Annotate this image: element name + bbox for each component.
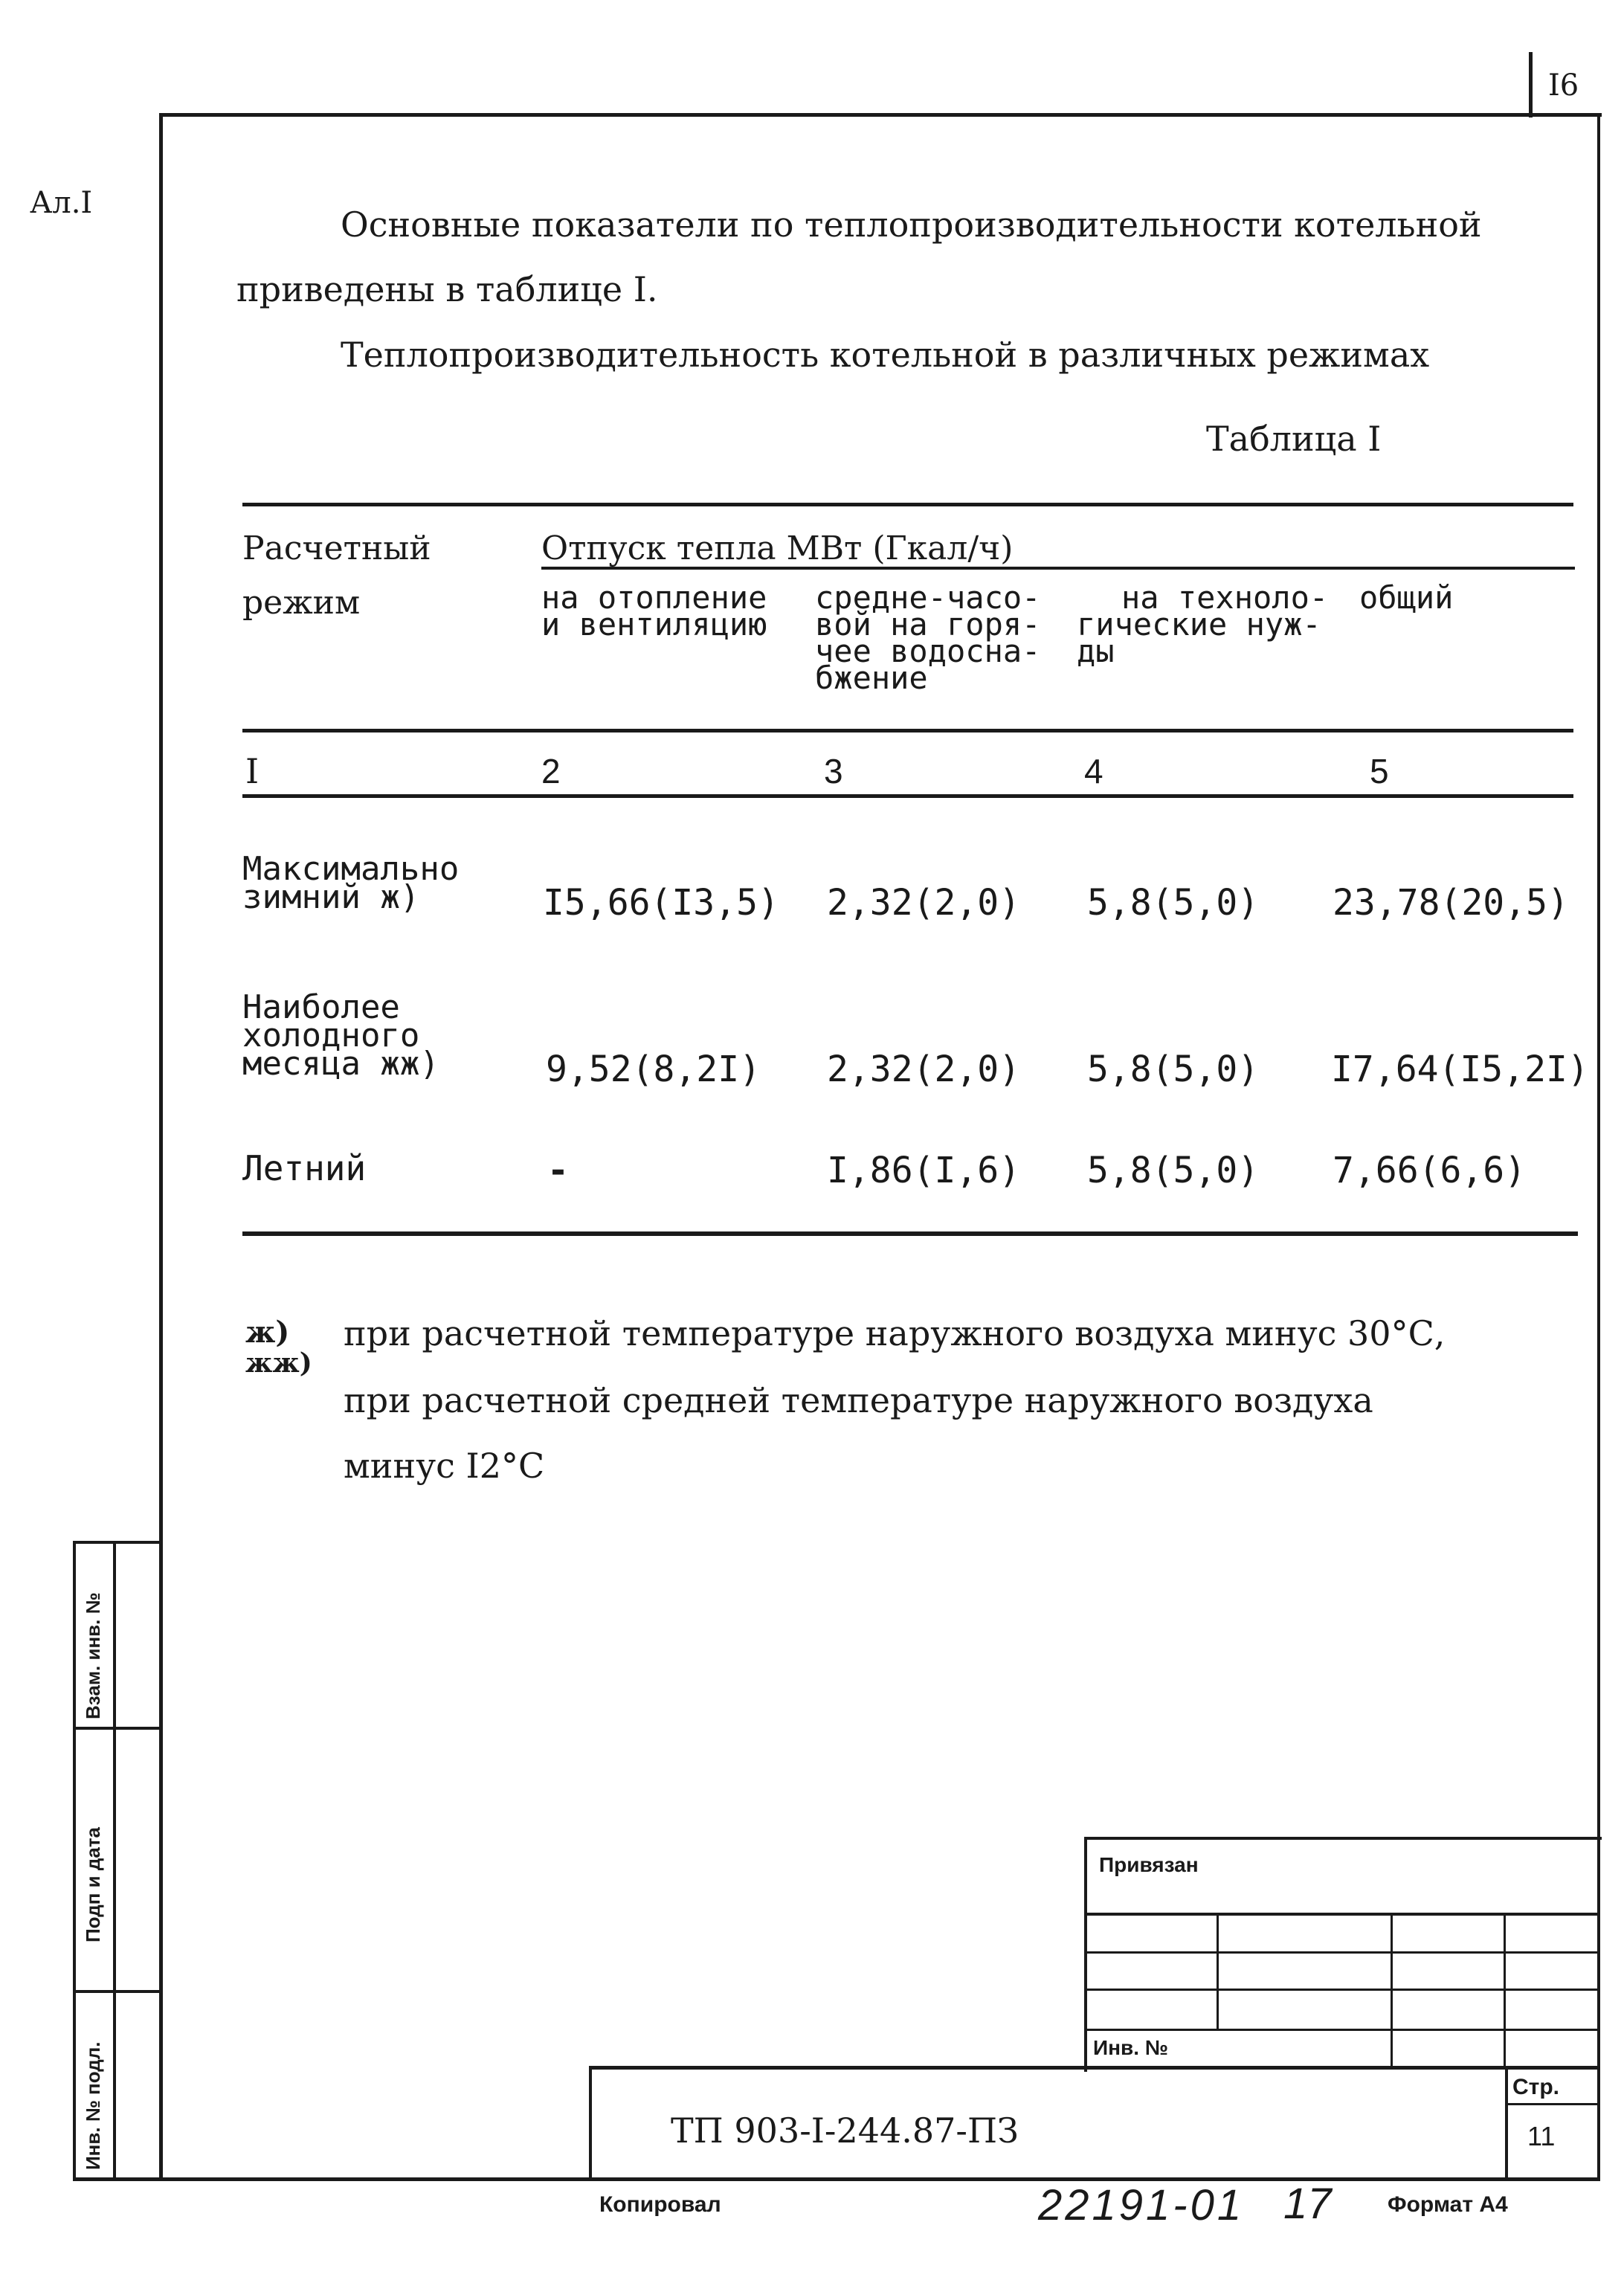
table-cell: I7,64(I5,2I) xyxy=(1331,1049,1589,1090)
handwritten-number: 22191-01 xyxy=(1038,2181,1245,2229)
side-stamp-outer-left xyxy=(73,1541,76,2180)
copied-label: Копировал xyxy=(599,2192,721,2217)
table-cell: 23,78(20,5) xyxy=(1333,882,1569,924)
inv-label: Инв. № xyxy=(1093,2036,1169,2059)
format-label: Формат А4 xyxy=(1388,2192,1508,2217)
subheader-hot-water-line: бжение xyxy=(815,660,928,696)
attached-grid-h2 xyxy=(1084,1951,1599,1954)
row-label-line: месяца жж) xyxy=(242,1045,439,1083)
row-label-line: Летний xyxy=(242,1148,367,1188)
subheader-total-line: общий xyxy=(1359,579,1454,616)
subheader-hot-water xyxy=(815,579,1041,696)
subheader-heating xyxy=(541,579,767,643)
table-cell: 7,66(6,6) xyxy=(1333,1150,1527,1191)
subheader-hot-water-line: средне-часо- xyxy=(815,579,1041,616)
table-cell: - xyxy=(547,1150,569,1191)
row-label-max-winter xyxy=(242,850,460,916)
frame-top-border xyxy=(159,113,1602,117)
footnote-mark-2: жж) xyxy=(245,1347,312,1379)
side-stamp-label-2: Подп и дата xyxy=(82,1826,104,1942)
handwritten-sheet: 17 xyxy=(1283,2180,1332,2228)
table-cell: 9,52(8,2I) xyxy=(546,1049,761,1090)
side-stamp-row2 xyxy=(73,1990,162,1993)
frame-left-border xyxy=(159,113,163,2180)
album-label: Ал.I xyxy=(30,186,93,220)
title-block-left xyxy=(589,2066,592,2180)
row-label-line: холодного xyxy=(242,1017,420,1054)
column-number-2: 2 xyxy=(541,752,561,790)
footnote-mark-1: ж) xyxy=(245,1315,290,1350)
column-number-5: 5 xyxy=(1370,752,1389,790)
footnote-line-2: при расчетной средней температуре наружного воздуха xyxy=(344,1380,1373,1420)
table-cell: I,86(I,6) xyxy=(827,1150,1021,1191)
frame-bottom-border xyxy=(73,2177,1600,2181)
attached-grid-v2 xyxy=(1391,1913,1393,2069)
table-cell: 5,8(5,0) xyxy=(1087,882,1260,924)
subheader-technological xyxy=(1077,579,1329,669)
subheader-total xyxy=(1359,579,1454,616)
page-number: 11 xyxy=(1527,2121,1556,2151)
table-cell: I5,66(I3,5) xyxy=(543,882,779,924)
side-stamp-divider xyxy=(113,1541,116,2180)
page-corner-number: I6 xyxy=(1548,68,1579,103)
subheader-technological-line: ды xyxy=(1077,633,1115,669)
frame-right-corner-mark xyxy=(1529,52,1533,117)
row-label-line: Наиболее xyxy=(242,988,400,1026)
row-label-line: зимний ж) xyxy=(242,878,420,916)
column-number-3: 3 xyxy=(824,752,843,790)
attached-grid-h4 xyxy=(1084,2029,1599,2031)
side-stamp-top xyxy=(73,1541,162,1544)
table-cell: 5,8(5,0) xyxy=(1087,1049,1260,1090)
table-cell: 2,32(2,0) xyxy=(827,1049,1021,1090)
col1-header-line2: режим xyxy=(242,584,361,622)
subheader-hot-water-line: чее водосна- xyxy=(815,633,1041,669)
column-number-1: I xyxy=(245,751,260,791)
title-block-top xyxy=(589,2066,1599,2070)
column-number-4: 4 xyxy=(1084,752,1103,790)
attached-grid-v1 xyxy=(1217,1913,1219,2029)
side-stamp-label-1: Взам. инв. № xyxy=(82,1592,104,1719)
table-cell: 2,32(2,0) xyxy=(827,882,1021,924)
subheader-technological-line: гические нуж- xyxy=(1077,606,1321,643)
subheader-technological-line: на техноло- xyxy=(1121,579,1329,616)
title-block-page-rule xyxy=(1505,2103,1599,2105)
table-cell: 5,8(5,0) xyxy=(1087,1150,1260,1191)
title-block-page-divider xyxy=(1505,2066,1508,2180)
attached-grid-h1 xyxy=(1084,1913,1599,1916)
intro-line-2: приведены в таблице I. xyxy=(236,269,658,309)
subheader-heating-line: на отопление xyxy=(541,579,767,616)
table-top-rule xyxy=(242,503,1573,506)
attached-grid-h3 xyxy=(1084,1989,1599,1991)
row-label-line: Максимально xyxy=(242,850,460,888)
col1-header-line1: Расчетный xyxy=(242,529,431,567)
subheader-hot-water-line: вой на горя- xyxy=(815,606,1041,643)
attached-label: Привязан xyxy=(1099,1853,1199,1876)
row-label-summer xyxy=(242,1148,367,1188)
subheader-heating-line: и вентиляцию xyxy=(541,606,767,643)
footnote-line-3: минус I2°С xyxy=(344,1446,545,1486)
document-code: ТП 903-I-244.87-ПЗ xyxy=(671,2110,1019,2151)
footnote-line-1: при расчетной температуре наружного воздуха минус 30°С, xyxy=(344,1313,1446,1353)
header-bottom-rule xyxy=(242,729,1573,732)
page-label: Стр. xyxy=(1512,2075,1560,2099)
side-stamp-row1 xyxy=(73,1727,162,1730)
attached-grid-v3 xyxy=(1504,1913,1506,2069)
group-header: Отпуск тепла МВт (Гкал/ч) xyxy=(541,529,1014,567)
column-numbers-rule xyxy=(242,794,1573,798)
table-heading: Теплопроизводительность котельной в различных режимах xyxy=(341,335,1430,375)
table-bottom-rule xyxy=(242,1231,1578,1236)
row-label-coldest-month xyxy=(242,988,439,1083)
side-stamp-label-3: Инв. № подл. xyxy=(82,2041,104,2170)
intro-line-1: Основные показатели по теплопроизводительности котельной xyxy=(341,205,1482,245)
table-caption: Таблица I xyxy=(1206,419,1382,459)
